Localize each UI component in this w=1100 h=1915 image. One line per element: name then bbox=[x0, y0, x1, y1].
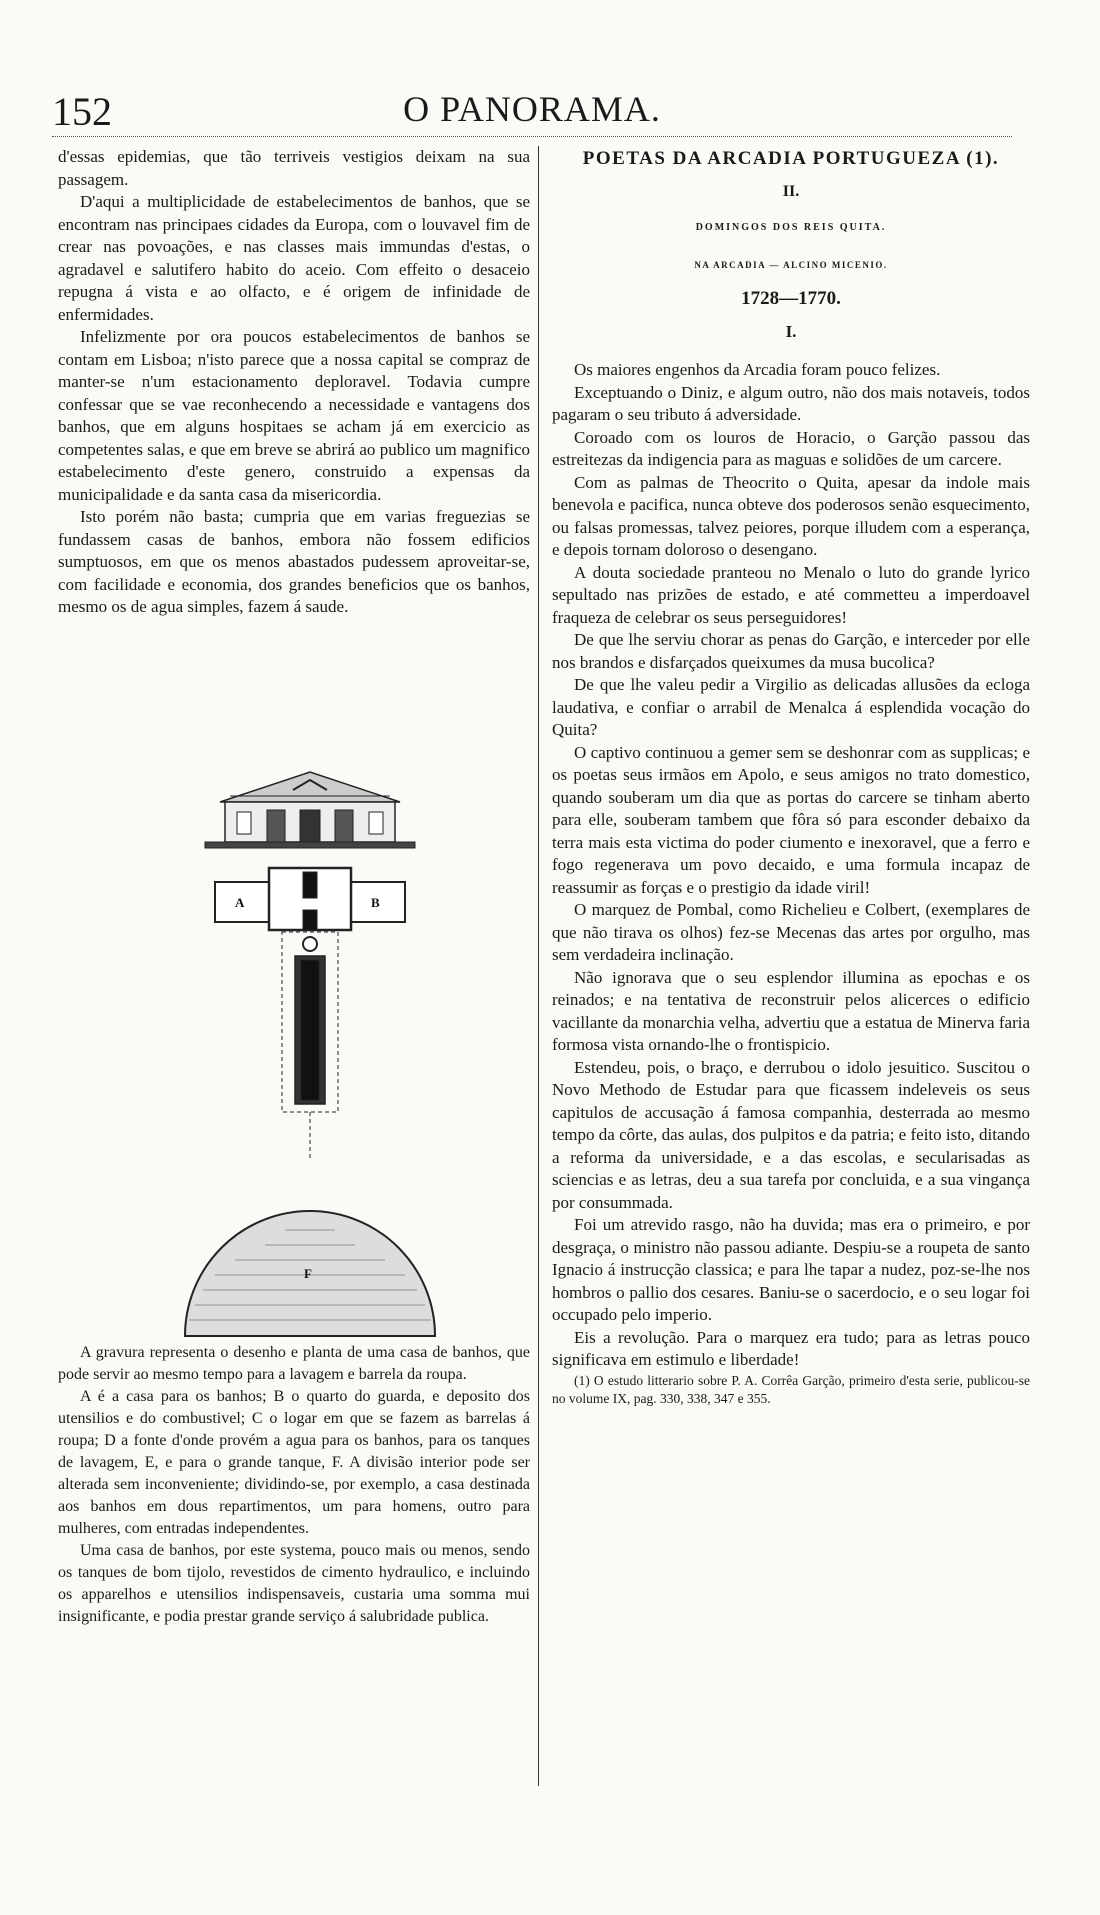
paragraph: Foi um atrevido rasgo, não ha duvida; mas era o primeiro, e por desgraça, o ministro não passou adiante. Despiu-se a roupeta de santo Ignacio á instrucção classica; e para lhe tapar a nudez, poz-se-lhe nos hombros o pallio dos cesares. Baniu-se o sacerdocio, e o seu logar foi occupado pelo imperio. bbox=[552, 1215, 1030, 1324]
column-divider bbox=[538, 146, 539, 1786]
footnote: (1) O estudo litterario sobre P. A. Corrêa Garção, primeiro d'esta serie, publicou-se no volume IX, pag. 330, 338, 347 e 355. bbox=[552, 1372, 1030, 1406]
bathhouse-plan bbox=[215, 868, 405, 1160]
paragraph: Eis a revolução. Para o marquez era tudo; para as letras pouco significava em estimulo e liberdade! bbox=[552, 1327, 1030, 1369]
engraving-caption bbox=[58, 1342, 530, 1628]
figure-label-f: F bbox=[304, 1266, 312, 1281]
page-number: 152 bbox=[52, 89, 112, 134]
article-author: DOMINGOS DOS REIS QUITA. bbox=[695, 222, 887, 233]
figure-label-c: C bbox=[306, 897, 314, 909]
house-elevation bbox=[205, 772, 415, 848]
paragraph: Estendeu, pois, o braço, e derrubou o idolo jesuitico. Suscitou o Novo Methodo de Estudar para que ficassem indeleveis os seus capitulos de accusação á famosa companhia, desterrada ao mesmo tempo da côrte, das aulas, dos pulpitos e da patria; e feito isto, ditando a reforma da universidade, e a das escolas, e secularisadas as sciencias e as letras, deu a sua tarefa por concluida, e a sua vingança por consummada. bbox=[552, 1057, 1030, 1212]
figure-label-b: B bbox=[371, 895, 380, 910]
paragraph: Exceptuando o Diniz, e algum outro, não dos mais notaveis, todos pagaram o seu tributo á adversidade. bbox=[552, 382, 1030, 424]
article-section: I. bbox=[785, 321, 797, 341]
paragraph: De que lhe valeu pedir a Virgilio as delicadas allusões da ecloga laudativa, e confiar o arrabil de Menalca á esplendida vocação do Quita? bbox=[552, 675, 1030, 739]
paragraph: Não ignorava que o seu esplendor illumina as epochas e os reinados; e na tentativa de reconstruir pelos alicerces o edificio vacillante da monarchia velha, advertiu que a estatua de Minerva faria formosa vista ornando-lhe o frontispicio. bbox=[552, 967, 1030, 1054]
paragraph: Coroado com os louros de Horacio, o Garção passou das estreitezas da indigencia para as maguas e solidões de um carcere. bbox=[552, 427, 1030, 469]
journal-title: O PANORAMA. bbox=[403, 89, 661, 129]
paragraph: De que lhe serviu chorar as penas do Garção, e interceder por elle nos brandos e disfarçados queixumes da musa bucolica? bbox=[552, 630, 1030, 672]
paragraph: O marquez de Pombal, como Richelieu e Colbert, (exemplares de que não tirava os olhos) fez-se Mecenas das artes por orgulho, mas sem verdadeira inclinação. bbox=[552, 900, 1030, 964]
right-column bbox=[552, 146, 1030, 1408]
figure-label-a: A bbox=[235, 895, 245, 910]
article-part: II. bbox=[782, 182, 800, 200]
arcadian-name: NA ARCADIA — ALCINO MICENIO. bbox=[694, 259, 888, 270]
header-rule bbox=[52, 136, 1012, 137]
page-header bbox=[52, 88, 1012, 136]
article-dates: 1728—1770. bbox=[741, 288, 841, 309]
left-column bbox=[58, 146, 530, 619]
paragraph: d'essas epidemias, que tão terriveis vestigios deixam na sua passagem. bbox=[58, 147, 530, 189]
paragraph: Isto porém não basta; cumpria que em varias freguezias se fundassem casas de banhos, embora não fossem edificios sumptuosos, em que os menos abastados pudessem aproveitar-se, com facilidade e economia, dos grandes beneficios que os banhos, mesmo os de agua simples, fazem á saude. bbox=[58, 507, 530, 616]
paragraph: A douta sociedade pranteou no Menalo o luto do grande lyrico sepultado nas prizões de estado, e até commetteu a imperdoavel fraqueza de celebrar os seus perseguidores! bbox=[552, 562, 1030, 627]
paragraph: A gravura representa o desenho e planta de uma casa de banhos, que pode servir ao mesmo tempo para a lavagem e barrela da roupa. bbox=[58, 1344, 530, 1383]
paragraph: D'aqui a multiplicidade de estabelecimentos de banhos, que se encontram nas principaes cidades da Europa, com o louvavel fim de crear nas povoações, e nas classes mais immundas d'estas, o agradavel e salutifero habito do aceio. Com effeito o desaceio repugna á vista e ao olfacto, e é origem de infinidade de enfermidades. bbox=[58, 192, 530, 324]
article-title: POETAS DA ARCADIA PORTUGUEZA (1). bbox=[582, 148, 1000, 169]
paragraph: Uma casa de banhos, por este systema, pouco mais ou menos, sendo os tanques de bom tijolo, revestidos de cimento hydraulico, e incluindo os apparelhos e utensilios indispensaveis, custaria uma somma mui insignificante, e podia prestar grande serviço á salubridade publica. bbox=[58, 1542, 530, 1625]
paragraph: A é a casa para os banhos; B o quarto do guarda, e deposito dos utensilios e do combustivel; C o logar em que se fazem as barrelas á roupa; D a fonte d'onde provém a agua para os banhos, para os tanques de lavagem, E, e para o grande tanque, F. A divisão interior pode ser alterada sem inconveniente; dividindo-se, por exemplo, a casa destinada aos banhos em dous repartimentos, um para homens, outro para mulheres, com entradas independentes. bbox=[58, 1388, 530, 1537]
paragraph: Infelizmente por ora poucos estabelecimentos de banhos se contam em Lisboa; n'isto parece que a nossa capital se compraz de manter-se n'um estacionamento deploravel. Todavia cumpre confessar que se vae reconhecendo a necessidade e vantagens dos banhos, que em alguns hospitaes se acham já em exercicio as competentes salas, e que em breve se abrirá ao publico um magnifico estabelecimento d'este genero, construido a expensas da municipalidade e da santa casa da misericordia. bbox=[58, 327, 530, 504]
paragraph: Os maiores engenhos da Arcadia foram pouco felizes. bbox=[574, 360, 941, 379]
paragraph: Com as palmas de Theocrito o Quita, apesar da indole mais benevola e pacifica, nunca obteve dos poderosos senão esquecimento, ou falsas promessas, talvez peiores, porque illudem com a esperança, e depois tornam doloroso o desengano. bbox=[552, 472, 1030, 559]
bathhouse-engraving bbox=[175, 760, 445, 1340]
paragraph: O captivo continuou a gemer sem se deshonrar com as supplicas; e os poetas seus irmãos em Apolo, e seus amigos no trato domestico, quando souberam um dia que as portas do carcere se tinham aberto para elle, souberam tambem que fôra só para esconder debaixo da terra mais esta victima do poder ciumento e inexoravel, que a ferro e fogo regenerava um povo decaido, e uma formula incapaz de reassumir as forças e o prestigio da idade viril! bbox=[552, 742, 1030, 897]
